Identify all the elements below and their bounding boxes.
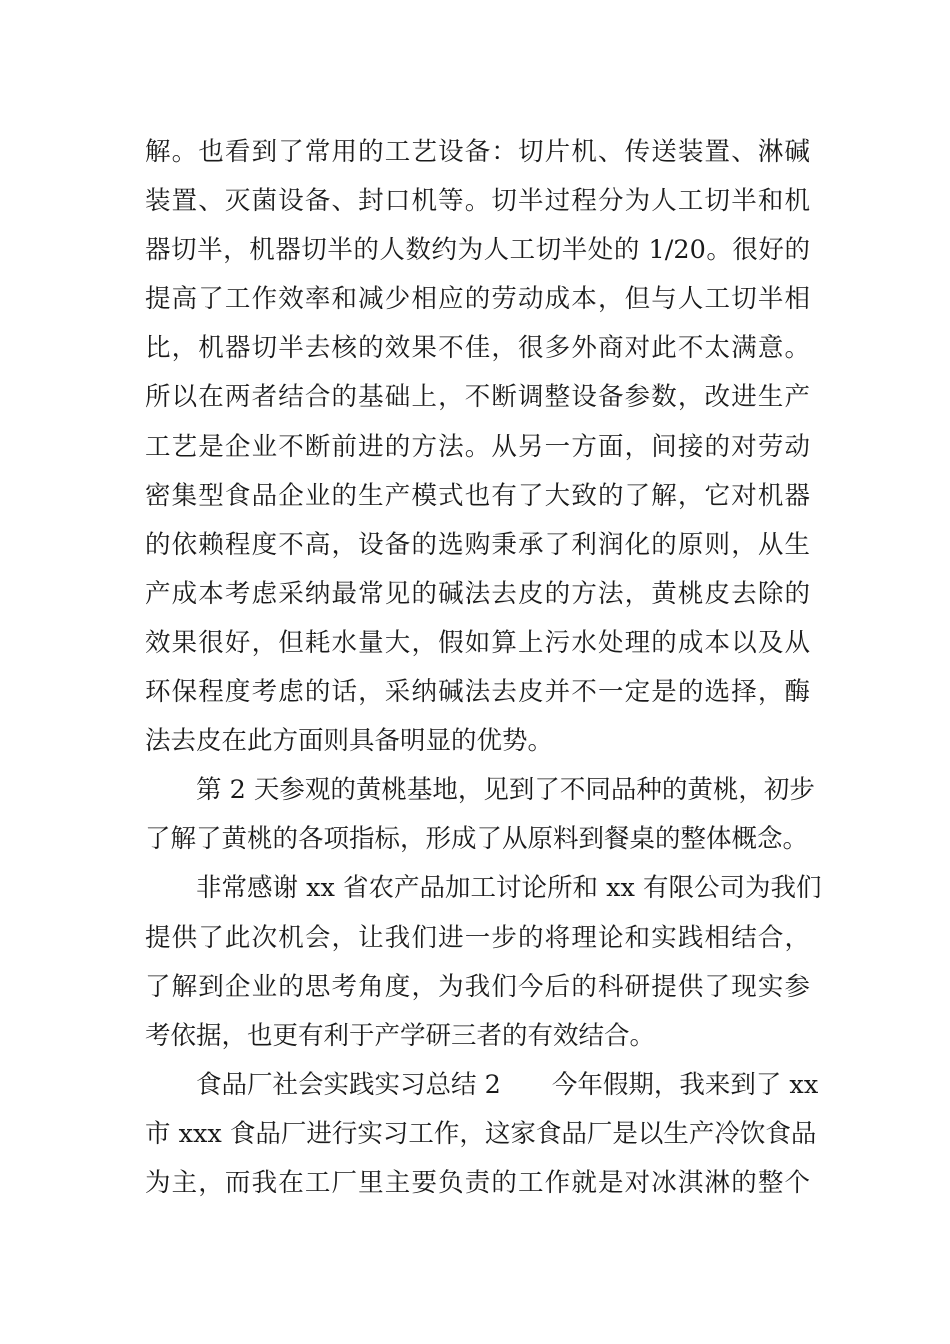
text-line: 了解了黄桃的各项指标，形成了从原料到餐桌的整体概念。: [145, 824, 809, 855]
text-line: 密集型食品企业的生产模式也有了大致的了解，它对机器: [145, 480, 810, 511]
text-line: 产成本考虑采纳最常见的碱法去皮的方法，黄桃皮去除的: [145, 578, 810, 609]
text-line: 工艺是企业不断前进的方法。从另一方面，间接的对劳动: [145, 431, 810, 462]
text-line: 比，机器切半去核的效果不佳，很多外商对此不太满意。: [145, 333, 810, 364]
text-line: 提高了工作效率和减少相应的劳动成本，但与人工切半相: [145, 284, 810, 315]
paragraph-day-two: [145, 766, 815, 864]
text-line: 提供了此次机会，让我们进一步的将理论和实践相结合，: [145, 922, 810, 953]
paragraph-summary-two: [145, 1061, 819, 1208]
text-line: 第 2 天参观的黄桃基地，见到了不同品种的黄桃，初步: [196, 775, 815, 806]
text-line: 环保程度考虑的话，采纳碱法去皮并不一定是的选择，酶: [145, 677, 810, 708]
text-line: 解。也看到了常用的工艺设备：切片机、传送装置、淋碱: [145, 137, 810, 167]
text-line: 所以在两者结合的基础上，不断调整设备参数，改进生产: [145, 382, 810, 413]
text-line: 为主，而我在工厂里主要负责的工作就是对冰淇淋的整个: [145, 1167, 810, 1198]
text-line: 非常感谢 xx 省农产品加工讨论所和 xx 有限公司为我们: [196, 873, 822, 904]
text-line: 装置、灭菌设备、封口机等。切半过程分为人工切半和机: [145, 186, 810, 217]
text-line: 法去皮在此方面则具备明显的优势。: [145, 726, 554, 757]
paragraph-equipment: [145, 128, 810, 766]
text-line: 食品厂社会实践实习总结 2 今年假期，我来到了 xx: [196, 1069, 819, 1100]
text-line: 器切半，机器切半的人数约为人工切半处的 1/20。很好的: [145, 235, 810, 266]
text-line: 考依据，也更有利于产学研三者的有效结合。: [145, 1020, 656, 1051]
body-text: [145, 128, 822, 1208]
text-line: 的依赖程度不高，设备的选购秉承了利润化的原则，从生: [145, 529, 810, 560]
text-line: 了解到企业的思考角度，为我们今后的科研提供了现实参: [145, 971, 810, 1002]
text-line: 效果很好，但耗水量大，假如算上污水处理的成本以及从: [145, 627, 810, 658]
text-line: 市 xxx 食品厂进行实习工作，这家食品厂是以生产冷饮食品: [145, 1118, 817, 1149]
paragraph-thanks: [145, 864, 822, 1060]
